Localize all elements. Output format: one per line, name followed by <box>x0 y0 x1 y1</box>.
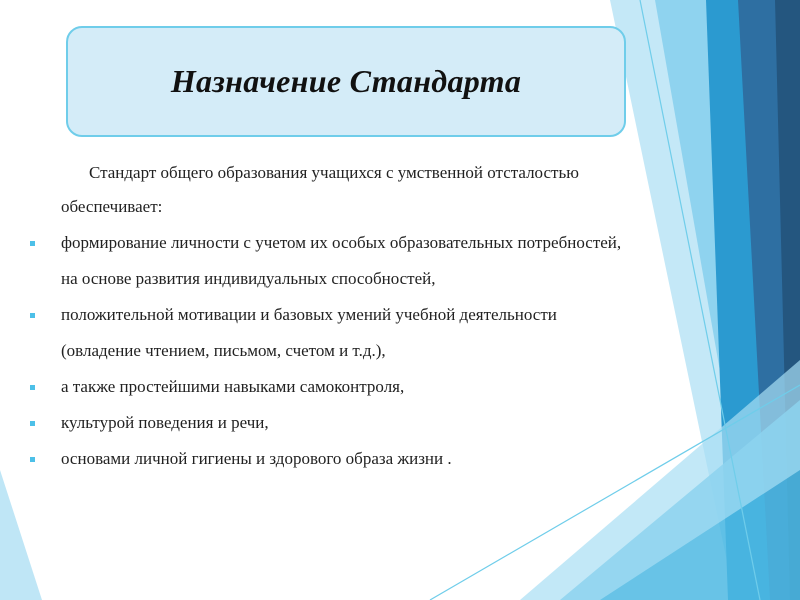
bullet-icon <box>30 421 35 426</box>
bullet-icon <box>30 457 35 462</box>
list-item-text: формирование личности с учетом их особых образовательных потребностей, <box>61 233 622 252</box>
list-item-text: а также простейшими навыками самоконтроля, <box>61 377 405 396</box>
bullet-icon <box>30 313 35 318</box>
list-item-text: на основе развития индивидуальных способностей, <box>61 269 436 288</box>
paragraph-text: обеспечивает: <box>61 197 163 216</box>
list-item-text: (овладение чтением, письмом, счетом и т.д.), <box>61 341 386 360</box>
title-box <box>66 26 626 137</box>
list-item-text: основами личной гигиены и здорового образа жизни . <box>61 449 452 468</box>
paragraph-text: Стандарт общего образования учащихся с умственной отсталостью <box>89 163 579 182</box>
page-title: Назначение Стандарта <box>170 63 522 99</box>
bullet-icon <box>30 241 35 246</box>
list-item-text: положительной мотивации и базовых умений учебной деятельности <box>61 305 557 324</box>
bullet-icon <box>30 385 35 390</box>
deco-left-sliver <box>0 470 42 600</box>
list-item-text: культурой поведения и речи, <box>61 413 269 432</box>
